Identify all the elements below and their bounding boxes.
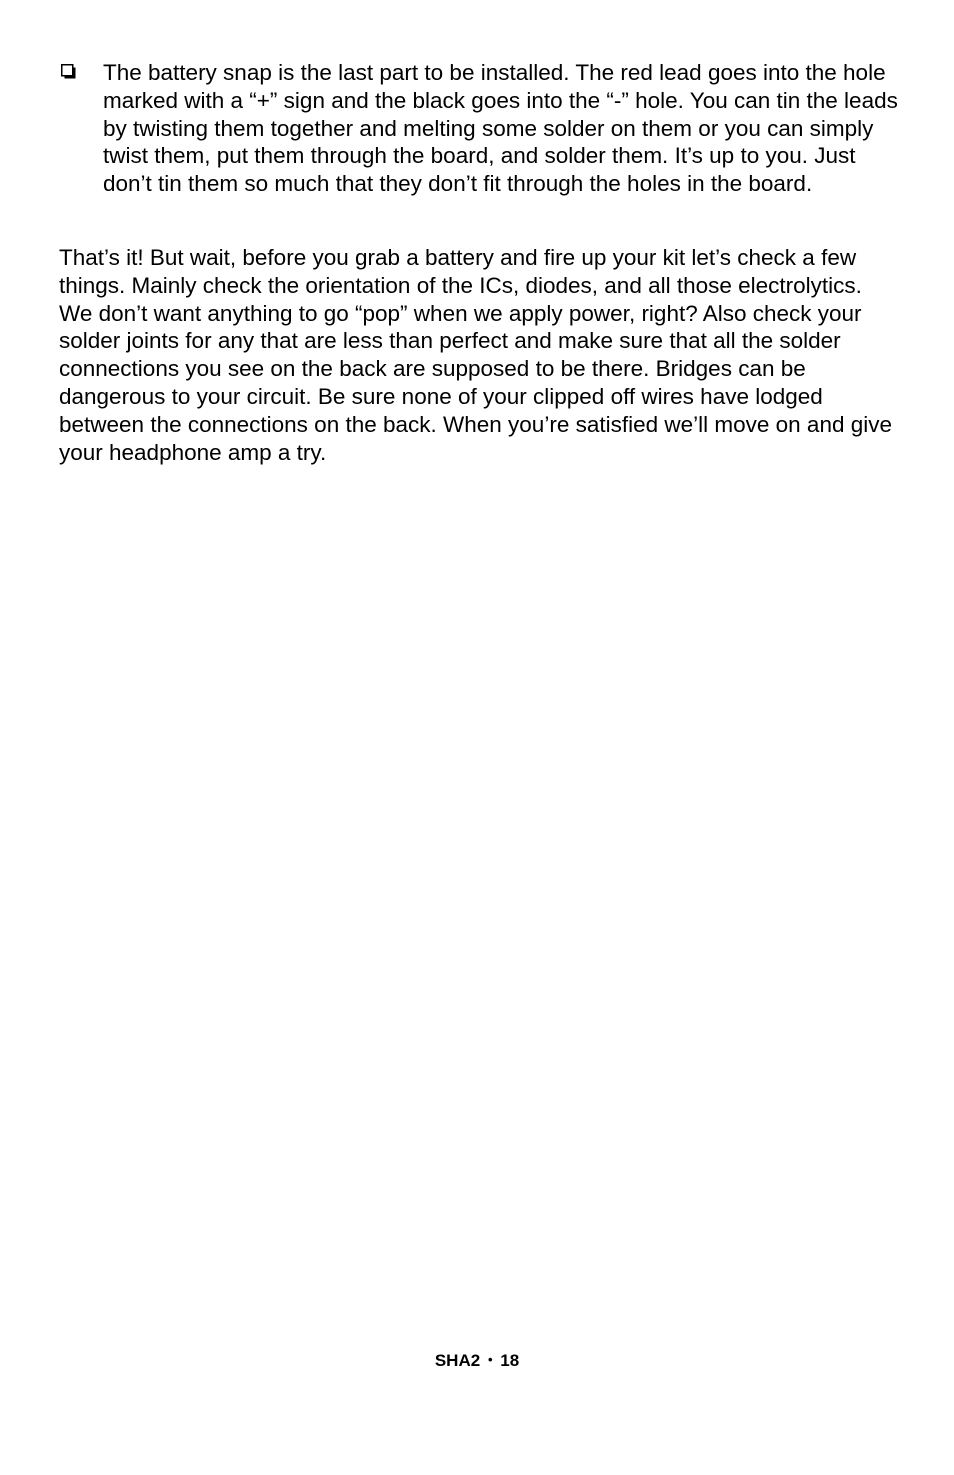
checkbox-icon (61, 64, 76, 79)
footer-doc-code: SHA2 (434, 1351, 481, 1370)
checklist (59, 59, 899, 198)
checklist-item (59, 59, 899, 198)
body-paragraph: That’s it! But wait, before you grab a battery and fire up your kit let’s check a few things. Mainly check the orientation of the ICs, diodes, and all those electrolytics. We don’t want anything to go “pop” when we apply power, right? Also check your solder joints for any that are less than perfect and make sure that all the solder connections you see on the back are supposed to be there. Bridges can be dangerous to your circuit. Be sure none of your clipped off wires have lodged between the connections on the back. When you’re satisfied we’ll move on and give your headphone amp a try. (59, 245, 892, 465)
footer-page-number: 18 (500, 1351, 520, 1370)
footer-separator: • (487, 1352, 493, 1367)
checklist-item-text: The battery snap is the last part to be installed. The red lead goes into the hole marked with a “+” sign and the black goes into the “-” hole. You can tin the leads by twisting them together and melting some solder on them or you can simply twist them, put them through the board, and solder them. It’s up to you. Just don’t tin them so much that they don’t fit through the holes in the board. (103, 60, 898, 197)
page-footer (0, 1351, 954, 1371)
